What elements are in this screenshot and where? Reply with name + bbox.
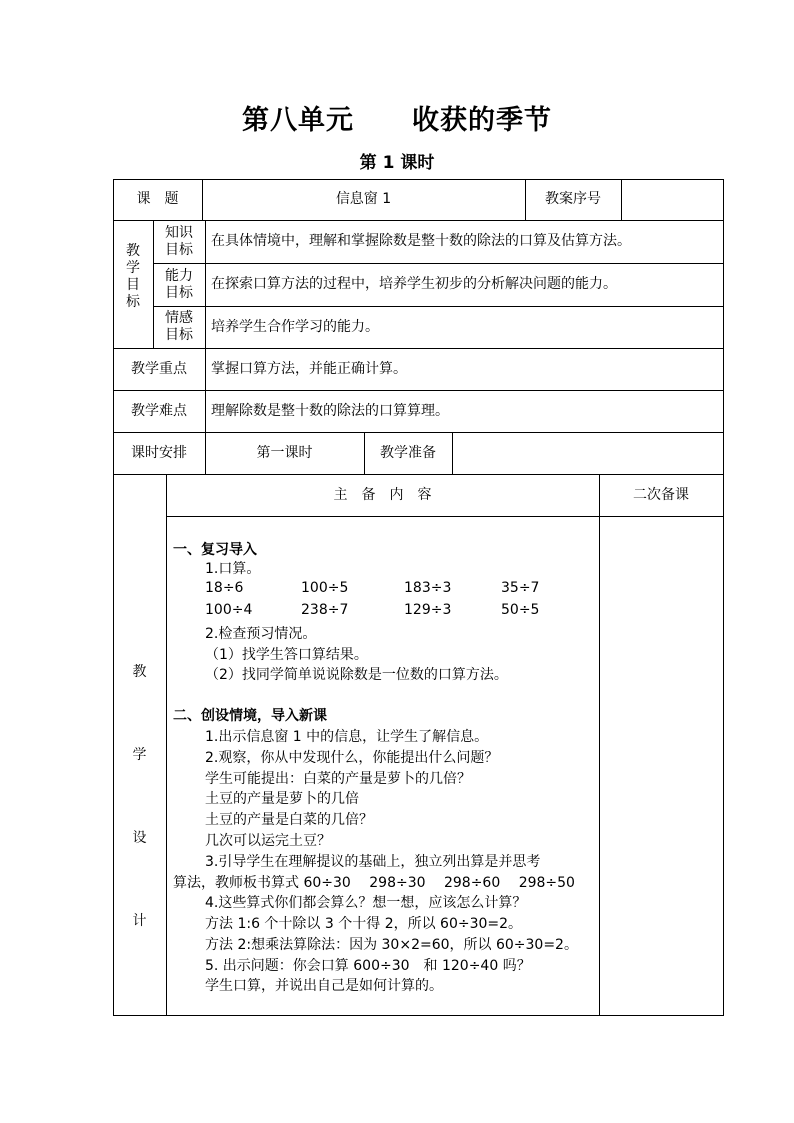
key-point-label: 教学重点 [131,360,187,377]
calc-r1c2: 100÷5 [301,580,349,596]
s2-line-7: 3.引导学生在理解提议的基础上，独立列出算是并思考 [205,854,541,870]
goal-emotion-text: 培养学生合作学习的能力。 [211,318,379,335]
s2-line-2: 2.观察，你从中发现什么，你能提出什么问题？ [205,750,499,766]
s1-sub1: （1）找学生答口算结果。 [205,647,368,663]
goal-knowledge-text: 在具体情境中，理解和掌握除数是整十数的除法的口算及估算方法。 [211,233,631,249]
main-content-header: 主 备 内 容 [333,486,432,503]
s2-line-11: 方法 2:想乘法算除法：因为 30×2=60，所以 60÷30=2。 [205,937,578,953]
design-side-char-1: 教 [132,664,147,680]
page-title [0,98,794,137]
calc-r2c1: 100÷4 [205,602,253,618]
calc-r2c3: 129÷3 [404,602,452,618]
page-subtitle: 第 1 课时 [359,153,435,173]
s2-line-3: 学生可能提出：白菜的产量是萝卜的几倍？ [205,771,471,787]
goal-knowledge-label: 知识 目标 [165,224,193,258]
lesson-label: 课 题 [136,191,179,207]
lesson-plan-table [113,179,724,1015]
goal-emotion-label: 情感 目标 [165,310,193,343]
s2-line-1: 1.出示信息窗 1 中的信息，让学生了解信息。 [205,729,489,745]
section2-title: 二、创设情境，导入新课 [173,708,327,724]
s2-line-9: 4.这些算式你们都会算么？想一想，应该怎么计算？ [205,895,527,911]
calc-r1c4: 35÷7 [501,580,540,596]
s1-item1: 1.口算。 [205,561,261,577]
key-point-text: 掌握口算方法，并能正确计算。 [211,360,407,377]
goal-ability-label: 能力 目标 [165,267,193,301]
s2-line-6: 几次可以运完土豆？ [205,833,331,849]
seq-value [621,179,723,220]
calc-r2c2: 238÷7 [301,602,349,618]
prep-value [452,432,723,474]
second-prep-header: 二次备课 [633,486,689,503]
s2-line-12: 5. 出示问题：你会口算 600÷30 和 120÷40 吗？ [205,958,531,974]
s2-line-10: 方法 1:6 个十除以 3 个十得 2，所以 60÷30=2。 [205,916,523,932]
prep-label: 教学准备 [380,444,436,461]
calc-r1c1: 18÷6 [205,580,244,596]
goals-label: 教 学 目 标 [126,243,140,310]
schedule-label: 课时安排 [131,444,187,461]
calc-r2c4: 50÷5 [501,602,540,618]
section1-title: 一、复习导入 [173,542,257,558]
s2-line-5: 土豆的产量是白菜的几倍？ [205,812,373,828]
design-side-char-4: 计 [132,913,147,929]
design-side-char-3: 设 [132,830,147,846]
goal-ability-text: 在探索口算方法的过程中，培养学生初步的分析解决问题的能力。 [211,276,617,292]
title-part2: 收获的季节 [412,105,552,136]
s2-line-4: 土豆的产量是萝卜的几倍 [205,791,359,807]
s2-line-13: 学生口算，并说出自己是如何计算的。 [205,978,443,994]
s1-item2: 2.检查预习情况。 [205,626,317,642]
lesson-value: 信息窗 1 [335,191,392,207]
difficulty-label: 教学难点 [131,402,187,419]
s2-line-8: 算法，教师板书算式 60÷30 298÷30 298÷60 298÷50 [173,875,575,891]
title-part1: 第八单元 [242,105,354,136]
difficulty-text: 理解除数是整十数的除法的口算算理。 [211,402,449,419]
calc-r1c3: 183÷3 [404,580,452,596]
schedule-value: 第一课时 [256,444,313,461]
seq-label: 教案序号 [545,191,601,207]
design-side-char-2: 学 [132,747,147,763]
s1-sub2: （2）找同学简单说说除数是一位数的口算方法。 [205,667,508,683]
